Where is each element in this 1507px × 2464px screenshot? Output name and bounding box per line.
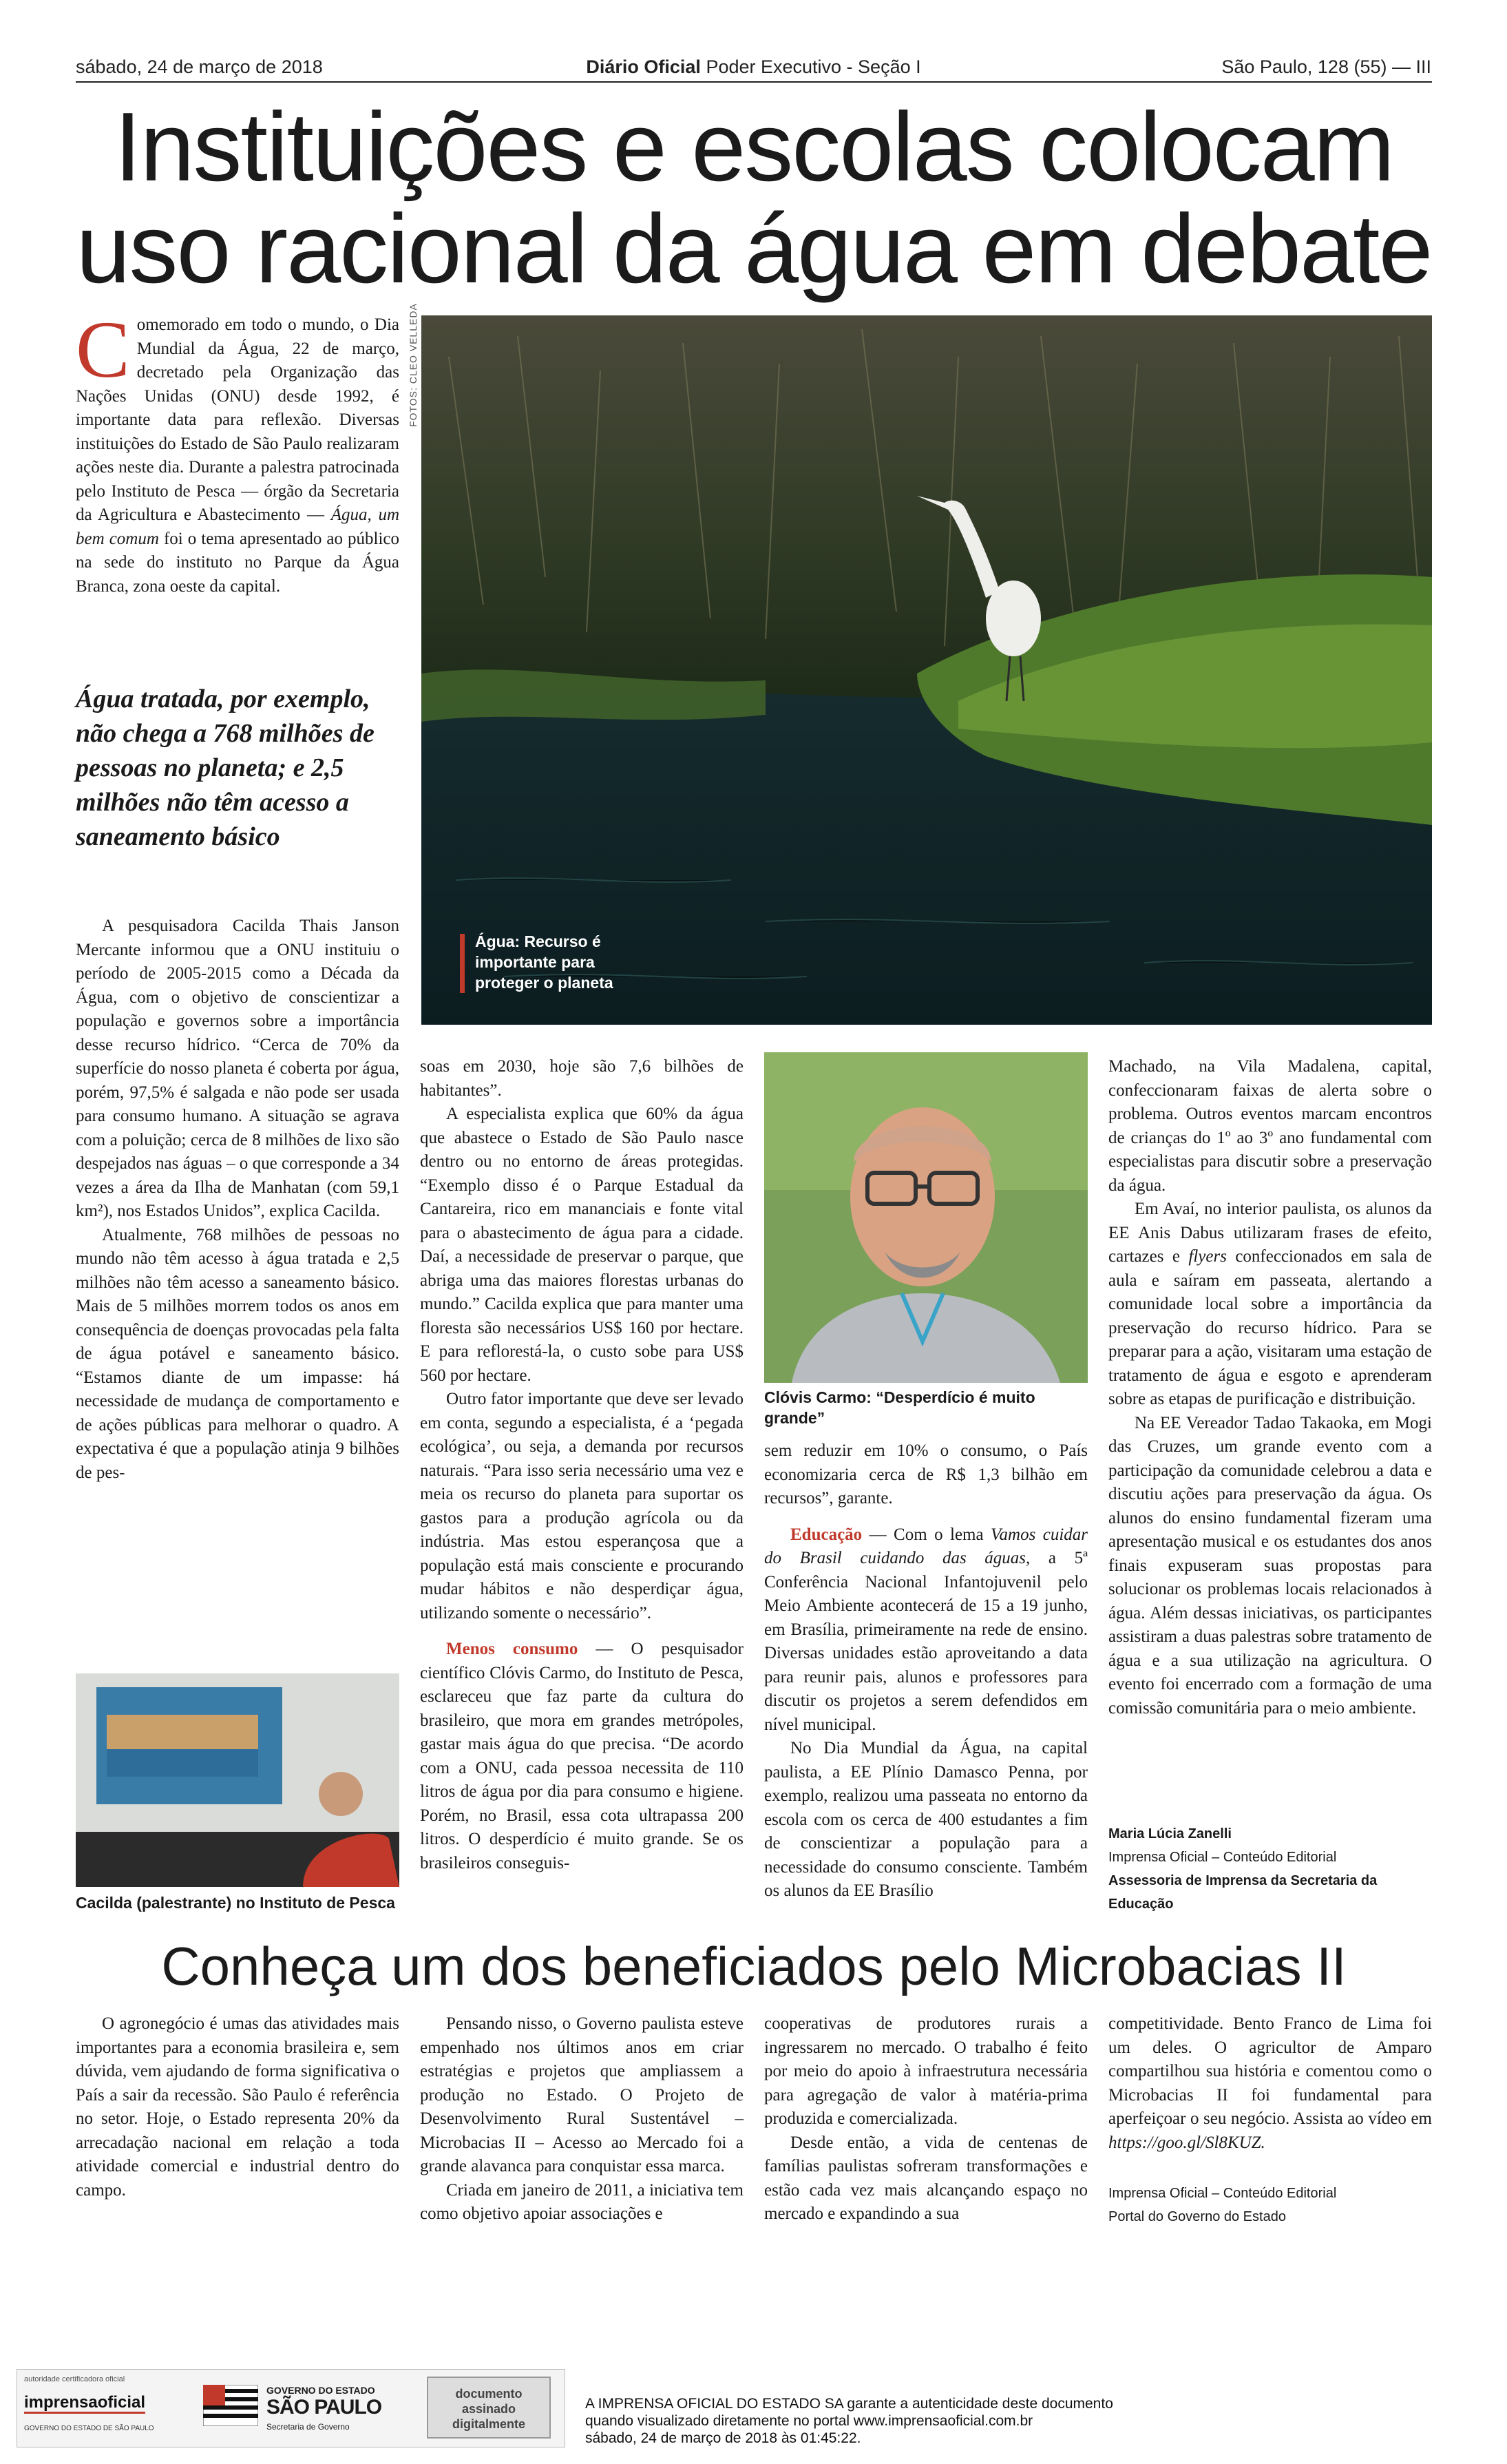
footer-logo-bar — [17, 2369, 565, 2447]
imprensa-sub: GOVERNO DO ESTADO DE SÃO PAULO — [24, 2425, 154, 2432]
edition-info: São Paulo, 128 (55) — III — [1221, 56, 1431, 77]
paper-section: Poder Executivo - Seção I — [700, 56, 921, 77]
gov-line-1: GOVERNO DO ESTADO — [266, 2385, 375, 2396]
column-4-paragraph-3: Na EE Vereador Tadao Takaoka, em Mogi das Cruzes, um grande evento com a participação da comunidade celebrou a data e discutiu ações para preservação da água. Os alunos do ensino fundamental fizeram uma apresentação musical e os estudantes dos anos finais expuseram suas propostas para solucionar os problemas locais relacionados à água. Além dessas iniciativas, os participantes assistiram a duas palestras sobre tratamento de água e a sua utilização na agricultura. O evento foi encerrado com a formação de uma comissão comunitária para o meio ambiente. — [1108, 1413, 1432, 1718]
gov-line-2: SÃO PAULO — [266, 2396, 382, 2419]
heron-river-illustration — [421, 315, 1432, 1025]
article-2-signature: Imprensa Oficial – Conteúdo Editorial Portal do Governo do Estado — [1108, 2186, 1337, 2224]
video-link[interactable]: https://goo.gl/Sl8KUZ. — [1108, 2133, 1265, 2152]
column-3-paragraph-2: Educação — Com o lema Vamos cuidar do Brasil cuidando das águas, a 5ª Conferência Nacional Infantojuvenil pelo Meio Ambiente acontecerá de 15 a 19 junho, em Brasília, primeiramente na rede de ensino. Diversas unidades estão aproveitando a data para reunir pais, alunos e professores para discutir os projetos a serem defendidos em nível municipal. — [764, 1525, 1088, 1734]
drop-cap: C — [76, 304, 130, 395]
digital-signature-stamp: documento assinado digitalmente — [427, 2377, 551, 2439]
portrait-caption: Clóvis Carmo: “Desperdício é muito grande” — [764, 1388, 1035, 1427]
speaker-photo — [76, 1673, 399, 1887]
article-column-1 — [76, 915, 399, 1485]
article-2-column-2: Pensando nisso, o Governo paulista esteve empenhado nos últimos anos em criar estratégias e projetos que ampliassem a produção no Estado. O Projeto de Desenvolvimento Rural Sustentável – Microbacias II – Acesso ao Mercado foi a grande alavanca para conquistar essa marca. Criada em janeiro de 2011, a iniciativa tem como objetivo apoiar associações e — [420, 2014, 744, 2223]
column-2-paragraph-3: Outro fator importante que deve ser levado em conta, segundo a especialista, é a ‘pegada ecológica’, ou seja, a demanda por recursos naturais. “Para isso seria necessário uma vez e meia os recurso do planeta para suportar os gastos para a produção agrícola ou da indústria. Mas estou esperançosa que a população está mais consciente e procurando mudar hábitos e não desperdiçar água, utilizando somente o necessário”. — [420, 1390, 744, 1622]
author-affiliation: Imprensa Oficial – Conteúdo Editorial — [1108, 1850, 1337, 1865]
article-2-headline: Conheça um dos beneficiados pelo Microbacias II — [161, 1936, 1347, 1996]
portrait-clovis-carmo — [764, 1052, 1088, 1383]
headline-line-2: uso racional da água em debate — [76, 194, 1432, 304]
header-rule — [76, 81, 1432, 83]
main-photo-heron — [421, 315, 1432, 1025]
author-department: Assessoria de Imprensa da Secretaria da Educação — [1108, 1873, 1378, 1912]
column-3-paragraph-3: No Dia Mundial da Água, na capital paulista, a EE Plínio Damasco Penna, por exemplo, realizou uma passeata no entorno da escola com os cerca de 400 estudantes a fim de conscientizar a população para a necessidade do consumo consciente. Também os alunos da EE Brasílio — [764, 1739, 1088, 1900]
subhead-menos-consumo: Menos consumo — [446, 1640, 578, 1658]
column-2-paragraph-2: A especialista explica que 60% da água que abastece o Estado de São Paulo nasce dentro ou no entorno de áreas protegidas. “Exemplo disso é o Parque Estadual da Cantareira, rico em mananciais e fonte vital para o abastecimento de água para a cidade. Daí, a necessidade de preservar o parque, que abriga uma das maiores florestas urbanas do mundo.” Cacilda explica que para manter uma floresta são necessários US$ 160 por hectare. E para reflorestá-la, o custo sobe para US$ 560 por hectare. — [420, 1105, 744, 1385]
headline-line-1: Instituições e escolas colocam — [114, 92, 1393, 202]
authenticity-notice: A IMPRENSA OFICIAL DO ESTADO SA garante a autenticidade deste documento quando visualizado diretamente no portal www.imprensaoficial.com.br sábado, 24 de março de 2018 às 01:45:22. — [585, 2396, 1113, 2446]
column-3-paragraph-1: sem reduzir em 10% o consumo, o País economizaria cerca de R$ 1,3 bilhão em recursos”, garante. — [764, 1441, 1088, 1507]
imprensa-oficial-logo: imprensaoficial — [24, 2393, 145, 2412]
column-1-paragraph-1: A pesquisadora Cacilda Thais Janson Mercante informou que a ONU instituiu o período de 2005-2015 como a Década da Água, com o objetivo de conscientizar a população e governos sobre a importância desse recurso hídrico. “Cerca de 70% da superfície do nosso planeta é coberta por água, porém, 97,5% é salgada e não pode ser usada para consumo humano. A situação se agrava com a poluição; cerca de 8 milhões de lixo são despejados nas águas – o que corresponde a 34 vezes a área da Ilha de Manhatan (com 59,1 km²), nos Estados Unidos”, explica Cacilda. — [76, 917, 399, 1220]
article-2-column-3: cooperativas de produtores rurais a ingressarem no mercado. O trabalho é feito por meio do apoio à infraestrutura necessária para agregação de valor à matéria-prima produzida e comercializada. Desde então, a vida de centenas de famílias paulistas sofreram transformações e estão cada vez mais alcançando espaço no mercado e expandindo a sua — [764, 2014, 1088, 2223]
caption-accent-bar — [460, 934, 465, 993]
article-2-column-1: O agronegócio é umas das atividades mais importantes para a economia brasileira e, sem dúvida, vem ajudando de forma significativa o País a sair da recessão. São Paulo é referência no setor. Hoje, o Estado representa 20% da arrecadação nacional em relação a toda atividade comercial e industrial dentro do campo. — [76, 2014, 399, 2200]
article-column-2 — [420, 1055, 744, 1875]
paper-name: Diário Oficial — [586, 56, 701, 77]
cert-label: autoridade certificadora oficial — [24, 2375, 125, 2383]
pull-quote: Água tratada, por exemplo, não chega a 768 milhões de pessoas no planeta; e 2,5 milhões não têm acesso a saneamento básico — [76, 685, 375, 851]
author-name: Maria Lúcia Zanelli — [1108, 1826, 1232, 1841]
gov-line-3: Secretaria de Governo — [266, 2422, 350, 2432]
column-4-paragraph-1: Machado, na Vila Madalena, capital, confeccionaram faixas de alerta sobre o problema. Outros eventos marcam encontros de crianças do 1º ao 3º ano fundamental com especialistas para discutir sobre a preservação da água. — [1108, 1057, 1432, 1195]
column-2-paragraph-4: Menos consumo — O pesquisador científico Clóvis Carmo, do Instituto de Pesca, esclareceu que faz parte da cultura do brasileiro, que mora em grandes metrópoles, gastar mais água do que precisa. “De acordo com a ONU, cada pessoa necessita de 110 litros de água por dia para consumo e higiene. Porém, no Brasil, essa cota ultrapassa 200 litros. O desperdício é muito grande. Se os brasileiros conseguis- — [420, 1640, 744, 1872]
subhead-educacao: Educação — [790, 1525, 863, 1544]
speaker-photo-caption: Cacilda (palestrante) no Instituto de Pesca — [76, 1894, 395, 1912]
intro-paragraph: Comemorado em todo o mundo, o Dia Mundial da Água, 22 de março, decretado pela Organização das Nações Unidas (ONU) desde 1992, é importante data para reflexão. Diversas instituições do Estado de São Paulo realizaram ações neste dia. Durante a palestra patrocinada pelo Instituto de Pesca — órgão da Secretaria da Agricultura e Abastecimento — Água, um bem comum foi o tema apresentado ao público na sede do instituto no Parque da Água Branca, zona oeste da capital. — [76, 304, 399, 596]
article-1-signature — [1108, 1822, 1432, 1916]
sao-paulo-flag-icon — [203, 2385, 258, 2426]
column-2-paragraph-1: soas em 2030, hoje são 7,6 bilhões de habitantes”. — [420, 1057, 744, 1100]
column-4-paragraph-2: Em Avaí, no interior paulista, os alunos da EE Anis Dabus utilizaram frases de efeito, cartazes e flyers confeccionados em sala de aula e saíram em passeata, alertando a comunidade local sobre a importância da preservação do recurso hídrico. Para se preparar para a ação, visitaram uma estação de tratamento de água e esgoto e aprenderam sobre as etapas de purificação e distribuição. — [1108, 1200, 1432, 1408]
column-1-paragraph-2: Atualmente, 768 milhões de pessoas no mundo não têm acesso à água tratada e 2,5 milhões não têm acesso a saneamento básico. Mais de 5 milhões morrem todos os anos em consequência de doenças provocadas pela falta de água potável e saneamento básico. “Estamos diante de um impasse: há necessidade de mudança de comportamento e de ações públicas para melhorar o quadro. A expectativa é que a população atinja 9 bilhões de pes- — [76, 1225, 399, 1482]
main-photo-caption: Água: Recurso é importante para proteger o planeta — [475, 932, 613, 992]
article-column-3 — [764, 1439, 1088, 1903]
photo-credit: FOTOS: CLEO VELLEDA — [408, 303, 419, 427]
article-2-column-4: competitividade. Bento Franco de Lima foi um deles. O agricultor de Amparo compartilhou sua história e comentou como o Microbacias II foi fundamental para aperfeiçoar o seu negócio. Assista ao vídeo em https://goo.gl/Sl8KUZ. — [1108, 2014, 1432, 2152]
page-date: sábado, 24 de março de 2018 — [76, 56, 323, 77]
article-column-4 — [1108, 1055, 1432, 1720]
